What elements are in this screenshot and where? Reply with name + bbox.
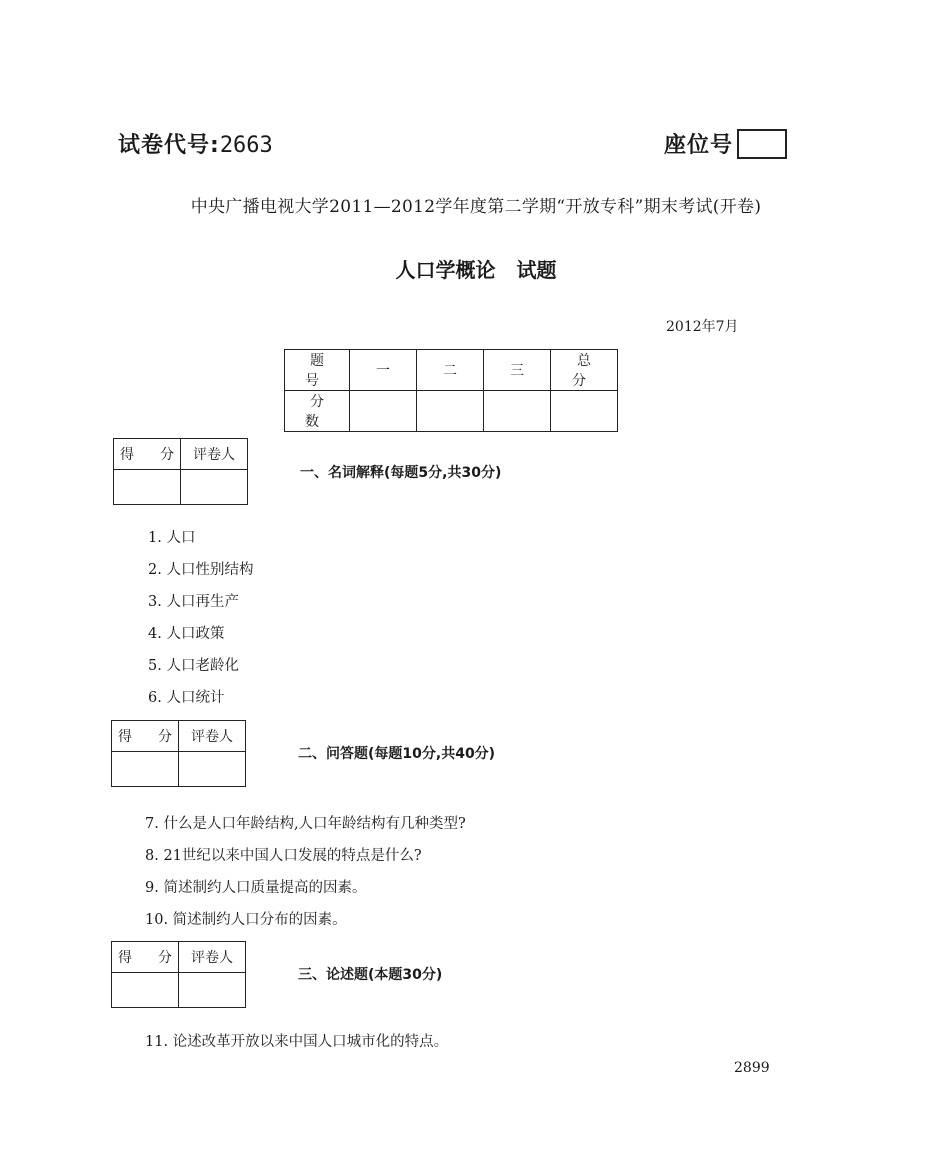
exam-code (118, 128, 273, 159)
exam-code-label: 试卷代号: (118, 133, 220, 158)
score-value-row (285, 391, 618, 432)
question-number-label: 题 号 (285, 350, 350, 391)
grader-name-cell[interactable] (179, 752, 246, 787)
score-summary-table (284, 349, 625, 432)
grader-score-cell[interactable] (112, 752, 179, 787)
question-8: 8. 21世纪以来中国人口发展的特点是什么? (145, 848, 422, 864)
grader-score-cell[interactable] (112, 973, 179, 1008)
grader-score-label: 得 分 (114, 439, 181, 470)
grader-score-cell[interactable] (114, 470, 181, 505)
question-11: 11. 论述改革开放以来中国人口城市化的特点。 (145, 1034, 449, 1050)
section-1-heading: 一、名词解释(每题5分,共30分) (300, 465, 502, 481)
col-total: 总 分 (551, 350, 618, 391)
col-section-1: 一 (350, 350, 417, 391)
grader-box-section-3 (111, 941, 246, 1008)
grader-name-cell[interactable] (181, 470, 248, 505)
col-section-2: 二 (417, 350, 484, 391)
section-2-heading: 二、问答题(每题10分,共40分) (298, 746, 496, 762)
grader-box-section-2 (111, 720, 246, 787)
section-3-heading: 三、论述题(本题30分) (298, 967, 443, 983)
seat-number-label: 座位号 (664, 133, 734, 158)
grader-name-label: 评卷人 (179, 721, 246, 752)
score-cell-total[interactable] (551, 391, 618, 432)
seat-number (664, 128, 787, 159)
question-4: 4. 人口政策 (148, 626, 225, 642)
score-label: 分 数 (285, 391, 350, 432)
grader-score-label: 得 分 (112, 721, 179, 752)
grader-box-section-1 (113, 438, 248, 505)
question-6: 6. 人口统计 (148, 690, 225, 706)
score-cell-1[interactable] (350, 391, 417, 432)
question-3: 3. 人口再生产 (148, 594, 239, 610)
grader-name-label: 评卷人 (179, 942, 246, 973)
score-cell-3[interactable] (484, 391, 551, 432)
question-7: 7. 什么是人口年龄结构,人口年龄结构有几种类型? (145, 816, 466, 832)
score-header-row (285, 350, 618, 391)
grader-score-label: 得 分 (112, 942, 179, 973)
col-section-3: 三 (484, 350, 551, 391)
grader-name-cell[interactable] (179, 973, 246, 1008)
score-cell-2[interactable] (417, 391, 484, 432)
question-5: 5. 人口老龄化 (148, 658, 239, 674)
question-9: 9. 简述制约人口质量提高的因素。 (145, 880, 367, 896)
question-10: 10. 简述制约人口分布的因素。 (145, 912, 347, 928)
question-2: 2. 人口性别结构 (148, 562, 254, 578)
question-1: 1. 人口 (148, 530, 196, 546)
exam-code-value: 2663 (219, 133, 273, 158)
grader-name-label: 评卷人 (181, 439, 248, 470)
exam-title: 人口学概论 试题 (395, 258, 557, 282)
page-number: 2899 (734, 1060, 770, 1076)
university-line: 中央广播电视大学2011—2012学年度第二学期“开放专科”期末考试(开卷) (190, 197, 762, 217)
seat-number-box[interactable] (737, 129, 787, 159)
exam-date: 2012年7月 (666, 319, 739, 335)
